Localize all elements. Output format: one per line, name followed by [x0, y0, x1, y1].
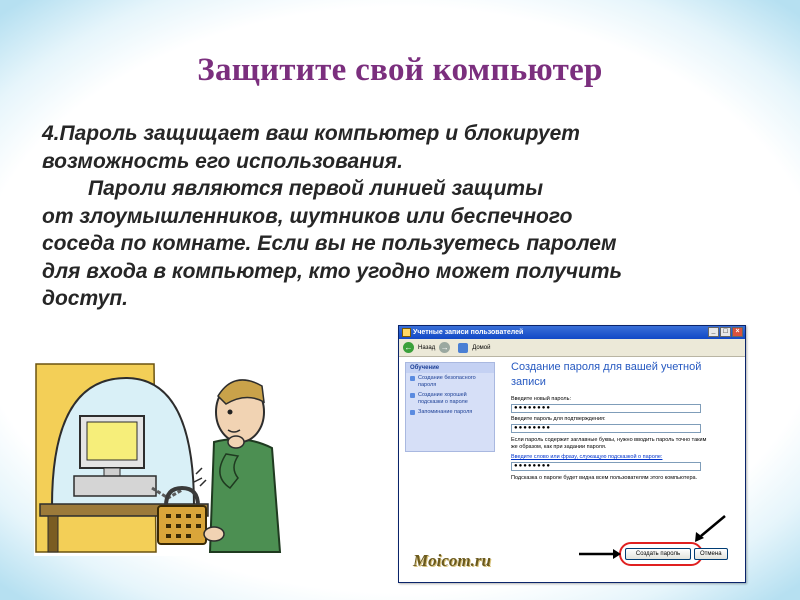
slide-paragraph — [42, 120, 782, 313]
create-password-button[interactable]: Создать пароль — [625, 548, 691, 560]
window-title: Учетные записи пользователей — [413, 329, 524, 336]
paragraph-line: доступ. — [42, 287, 128, 310]
home-icon[interactable] — [458, 343, 468, 353]
new-password-label: Введите новый пароль: — [511, 396, 572, 402]
close-button[interactable]: × — [732, 327, 743, 337]
paragraph-line: соседа по комнате. Если вы не пользуетесь паролем — [42, 232, 617, 255]
sidebar-heading: Обучение — [406, 363, 494, 373]
locked-computer-clipart — [34, 356, 286, 556]
paragraph-line: Пароли являются первой линией защиты — [88, 177, 543, 200]
create-password-form — [511, 360, 739, 482]
confirm-password-label: Введите пароль для подтверждения: — [511, 416, 606, 422]
sidebar-link-secure-password[interactable]: Создание безопасного пароля — [406, 373, 494, 390]
case-sensitivity-note: Если пароль содержит заглавные буквы, нужно вводить пароль точно таким же образом, как при задании пароля. — [511, 437, 707, 450]
hint-visibility-note: Подсказка о пароле будет видна всем пользователям этого компьютера. — [511, 475, 698, 481]
home-button-label[interactable]: Домой — [472, 344, 491, 351]
form-heading: Создание пароля для вашей учетной записи — [511, 361, 702, 388]
sidebar-link-remember-password[interactable]: Запоминание пароля — [406, 407, 494, 417]
minimize-button[interactable]: _ — [708, 327, 719, 337]
paragraph-line: от злоумышленников, шутников или беспечного — [42, 204, 573, 228]
watermark: Moicom.ru — [413, 551, 491, 570]
slide-title: Защитите свой компьютер — [197, 52, 603, 88]
forward-arrow-icon[interactable]: → — [440, 343, 449, 352]
password-hint-label[interactable]: Введите слово или фразу, служащую подсказкой о пароле: — [511, 454, 663, 460]
confirm-password-field[interactable]: ●●●●●●●● — [511, 424, 701, 433]
back-button-label[interactable]: Назад — [418, 344, 436, 351]
window-toolbar — [399, 339, 745, 357]
sidebar-link-password-hint[interactable]: Создание хорошей подсказки о пароле — [406, 390, 494, 407]
new-password-field[interactable]: ●●●●●●●● — [511, 404, 701, 413]
paragraph-line: для входа в компьютер, кто угодно может получить — [42, 259, 622, 283]
user-accounts-icon — [402, 328, 411, 337]
paragraph-line: возможность его использования. — [42, 149, 403, 173]
window-titlebar[interactable] — [399, 326, 745, 339]
cancel-button[interactable]: Отмена — [694, 548, 728, 560]
paragraph-line: 4.Пароль защищает ваш компьютер и блокирует — [42, 122, 580, 145]
back-arrow-icon[interactable]: ← — [404, 343, 413, 352]
diagonal-arrow-icon — [695, 516, 725, 542]
maximize-button[interactable]: □ — [720, 327, 731, 337]
right-arrow-icon — [579, 549, 621, 559]
user-accounts-window — [398, 325, 746, 583]
learn-about-panel — [405, 362, 495, 452]
password-hint-field[interactable]: ●●●●●●●● — [511, 462, 701, 471]
